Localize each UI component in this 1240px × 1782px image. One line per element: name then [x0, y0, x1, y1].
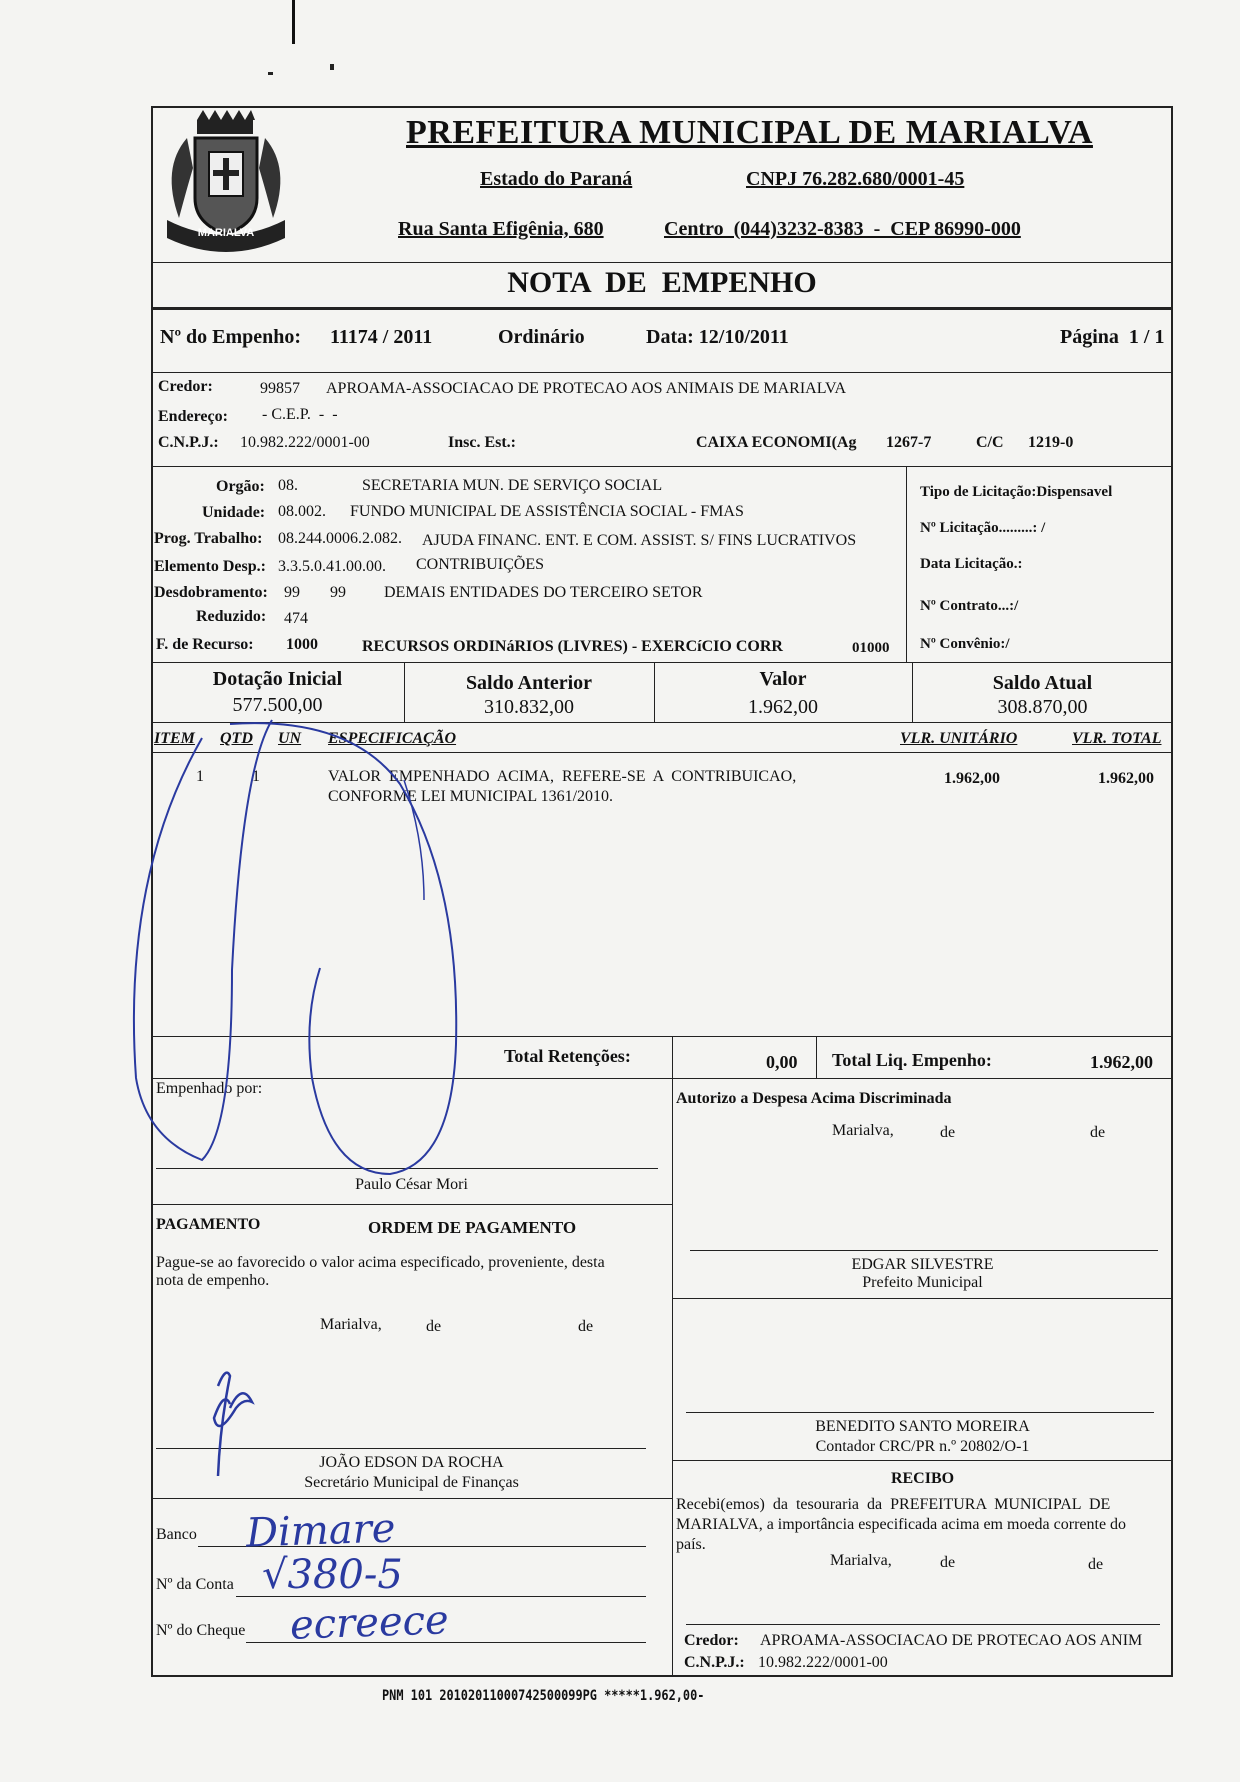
items-header-item: ITEM: [154, 730, 195, 747]
bank-agency: 1267-7: [886, 434, 932, 451]
unidade-code: 08.002.: [278, 503, 326, 520]
endereco-label: Endereço:: [158, 408, 228, 425]
autorizo-de1: de: [940, 1124, 956, 1141]
items-header-qtd: QTD: [220, 730, 253, 747]
row-description-line1: VALOR EMPENHADO ACIMA, REFERE-SE A CONTRIBUICAO,: [328, 768, 797, 785]
row-item: 1: [196, 768, 204, 785]
prog-label: Prog. Trabalho:: [154, 530, 263, 547]
saldo-anterior-value: 310.832,00: [484, 696, 574, 718]
address: Rua Santa Efigênia, 680: [398, 218, 604, 240]
saldo-atual-label: Saldo Atual: [992, 672, 1093, 694]
dotacao-label: Dotação Inicial: [212, 668, 343, 690]
prefeitura-title: PREFEITURA MUNICIPAL DE MARIALVA: [406, 114, 1093, 151]
total-retencoes-value: 0,00: [766, 1052, 798, 1072]
prefeito-name: EDGAR SILVESTRE: [851, 1256, 994, 1273]
recibo-text1: Recebi(emos) da tesouraria da PREFEITURA MUNICIPAL DE: [676, 1496, 1111, 1513]
cnpj-label: C.N.P.J.:: [158, 434, 219, 451]
desdobramento-code2: 99: [330, 584, 346, 601]
licitacao-contrato: Nº Contrato...:/: [920, 598, 1019, 614]
row-description-line2: CONFORME LEI MUNICIPAL 1361/2010.: [328, 788, 614, 805]
cc-value: 1219-0: [1028, 434, 1074, 451]
items-header-especificacao: ESPECIFICAÇÃO: [328, 730, 457, 747]
elemento-label: Elemento Desp.:: [154, 558, 266, 575]
credor-label: Credor:: [158, 378, 213, 395]
prefeito-role: Prefeito Municipal: [862, 1274, 983, 1291]
page-number: Página 1 / 1: [1060, 326, 1165, 348]
pagamento-text2: nota de empenho.: [156, 1272, 270, 1289]
valor-label: Valor: [759, 668, 807, 690]
unidade-label: Unidade:: [202, 504, 266, 521]
banco-label: Banco: [156, 1526, 197, 1543]
autorizo-label: Autorizo a Despesa Acima Discriminada: [676, 1090, 952, 1107]
desdobramento-code1: 99: [284, 584, 300, 601]
reduzido-label: Reduzido:: [196, 608, 267, 625]
empenho-type: Ordinário: [498, 326, 585, 348]
cnpj-header: CNPJ 76.282.680/0001-45: [746, 168, 965, 190]
empenhado-por-label: Empenhado por:: [156, 1080, 263, 1097]
conta-label: Nº da Conta: [156, 1576, 234, 1593]
scan-dot: [268, 72, 273, 75]
autorizo-de2: de: [1090, 1124, 1106, 1141]
pagamento-label: PAGAMENTO: [156, 1216, 261, 1233]
orgao-label: Orgão:: [216, 478, 265, 495]
recibo-title: RECIBO: [890, 1470, 955, 1487]
pagamento-de2: de: [578, 1318, 594, 1335]
scan-mark: [292, 0, 295, 44]
orgao-code: 08.: [278, 477, 298, 494]
credor-code: 99857: [260, 380, 300, 397]
empenhado-name: Paulo César Mori: [355, 1176, 468, 1193]
credor-name: APROAMA-ASSOCIACAO DE PROTECAO AOS ANIMAIS DE MARIALVA: [326, 380, 847, 397]
licitacao-convenio: Nº Convênio:/: [920, 636, 1010, 652]
desdobramento-name: DEMAIS ENTIDADES DO TERCEIRO SETOR: [384, 584, 703, 601]
total-liq-label: Total Liq. Empenho:: [832, 1050, 992, 1070]
secretario-role: Secretário Municipal de Finanças: [304, 1474, 519, 1491]
doc-title: NOTA DE EMPENHO: [507, 266, 817, 299]
licitacao-numero: Nº Licitação.........: /: [920, 520, 1046, 536]
svg-text:MARIALVA: MARIALVA: [197, 227, 255, 239]
recibo-de2: de: [1088, 1556, 1104, 1573]
row-vlr-unitario: 1.962,00: [944, 770, 1000, 787]
row-qtd: 1: [252, 768, 260, 785]
cheque-label: Nº do Cheque: [156, 1622, 246, 1639]
recibo-text2: MARIALVA, a importância especificada acima em moeda corrente do: [676, 1516, 1127, 1533]
autorizo-place: Marialva,: [832, 1122, 894, 1139]
recurso-name: RECURSOS ORDINáRIOS (LIVRES) - EXERCíCIO CORR: [362, 638, 783, 655]
saldo-anterior-label: Saldo Anterior: [465, 672, 593, 694]
desdobramento-label: Desdobramento:: [154, 584, 268, 601]
total-liq-value: 1.962,00: [1090, 1052, 1153, 1072]
cnpj-value: 10.982.222/0001-00: [240, 434, 370, 451]
empenho-date: Data: 12/10/2011: [646, 326, 789, 348]
items-header-vlr-total: VLR. TOTAL: [1072, 730, 1162, 747]
coat-of-arms-icon: [157, 108, 295, 260]
reduzido-value: 474: [284, 610, 308, 627]
total-retencoes-label: Total Retenções:: [504, 1046, 631, 1066]
endereco-value: - C.E.P. - -: [262, 406, 338, 423]
banco-handwritten: Dimare: [245, 1505, 397, 1557]
recibo-text3: país.: [676, 1536, 706, 1553]
licitacao-data: Data Licitação.:: [920, 556, 1023, 572]
saldo-atual-value: 308.870,00: [997, 696, 1088, 718]
licitacao-tipo: Tipo de Licitação:Dispensavel: [920, 484, 1113, 500]
cc-label: C/C: [976, 434, 1004, 451]
state-name: Estado do Paraná: [480, 168, 633, 190]
prog-name: AJUDA FINANC. ENT. E COM. ASSIST. S/ FINS LUCRATIVOS: [422, 532, 857, 549]
unidade-name: FUNDO MUNICIPAL DE ASSISTÊNCIA SOCIAL - FMAS: [350, 503, 744, 520]
bank-name: CAIXA ECONOMI(Ag: [696, 434, 857, 451]
valor-value: 1.962,00: [748, 696, 818, 718]
pagamento-text1: Pague-se ao favorecido o valor acima especificado, proveniente, desta: [156, 1254, 605, 1271]
orgao-name: SECRETARIA MUN. DE SERVIÇO SOCIAL: [362, 477, 663, 494]
recibo-credor-label: Credor:: [684, 1632, 739, 1649]
recibo-cnpj-label: C.N.P.J.:: [684, 1654, 745, 1671]
recurso-num: 01000: [852, 640, 890, 656]
district-phone-cep: Centro (044)3232-8383 - CEP 86990-000: [664, 218, 1021, 240]
contador-role: Contador CRC/PR n.º 20802/O-1: [815, 1438, 1030, 1455]
row-vlr-total: 1.962,00: [1098, 770, 1154, 787]
recibo-place: Marialva,: [830, 1552, 892, 1569]
contador-name: BENEDITO SANTO MOREIRA: [815, 1418, 1030, 1435]
recibo-credor-name: APROAMA-ASSOCIACAO DE PROTECAO AOS ANIM: [760, 1632, 1143, 1649]
recibo-de1: de: [940, 1554, 956, 1571]
recurso-label: F. de Recurso:: [156, 636, 254, 653]
prog-code: 08.244.0006.2.082.: [278, 530, 402, 547]
items-header-un: UN: [278, 730, 302, 747]
recurso-code: 1000: [286, 636, 318, 653]
items-header-vlr-unitario: VLR. UNITÁRIO: [900, 730, 1018, 747]
recibo-cnpj-value: 10.982.222/0001-00: [758, 1654, 888, 1671]
pagamento-place: Marialva,: [320, 1316, 382, 1333]
footer-code: PNM 101 20102011000742500099PG *****1.962,00-: [382, 1688, 705, 1704]
insc-label: Insc. Est.:: [448, 434, 517, 451]
conta-handwritten: √380-5: [262, 1552, 403, 1598]
empenho-number: 11174 / 2011: [330, 326, 433, 348]
elemento-code: 3.3.5.0.41.00.00.: [278, 558, 386, 575]
elemento-name: CONTRIBUIÇÕES: [416, 556, 545, 573]
dotacao-value: 577.500,00: [232, 694, 323, 716]
scan-dot: [330, 64, 334, 70]
ordem-pagamento-label: ORDEM DE PAGAMENTO: [368, 1218, 577, 1237]
cheque-handwritten: ecreece: [289, 1597, 450, 1649]
secretario-name: JOÃO EDSON DA ROCHA: [319, 1454, 504, 1471]
pagamento-de1: de: [426, 1318, 442, 1335]
empenho-label: Nº do Empenho:: [160, 326, 302, 348]
